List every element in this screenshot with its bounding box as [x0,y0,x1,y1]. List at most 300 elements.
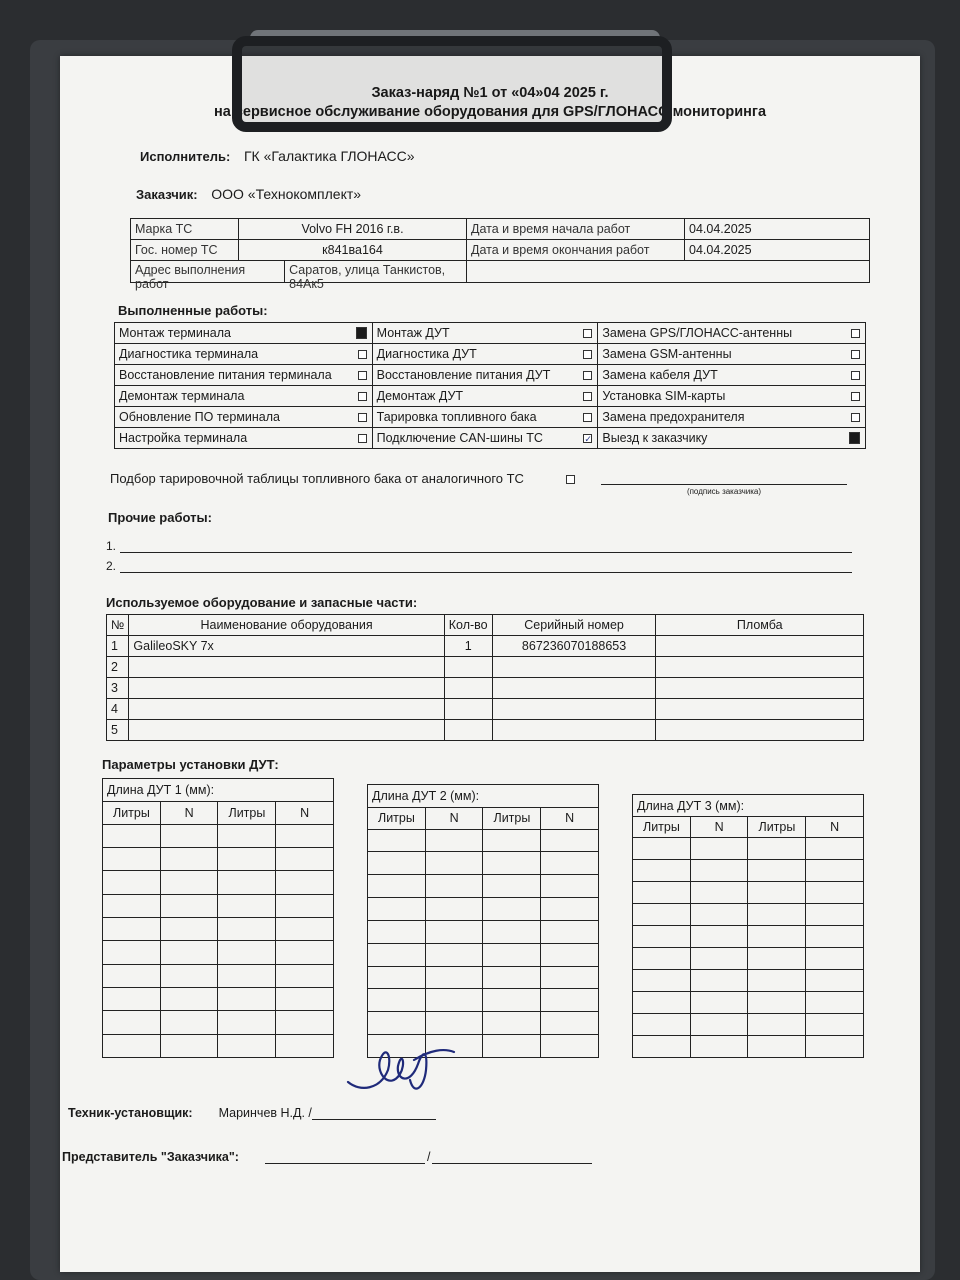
dut-cell[interactable] [276,964,334,987]
work-item-checkbox[interactable] [358,413,367,422]
other-work-underline-1 [120,552,852,553]
dut-row [103,894,334,917]
dut-cell[interactable] [633,904,691,926]
dut-cell[interactable] [690,948,748,970]
equipment-cell [444,678,492,699]
dut-column-header: N [276,802,334,824]
work-item-checkbox[interactable] [851,371,860,380]
dut-cell[interactable] [633,926,691,948]
dut-row [368,852,599,875]
works-row [115,365,866,386]
work-item-label: Восстановление питания терминала [119,368,332,382]
work-item [115,386,373,407]
work-item [598,386,866,407]
dut-cell[interactable] [748,882,806,904]
equipment-cell [656,678,864,699]
start-value: 04.04.2025 [685,219,870,240]
equipment-cell: 1 [107,636,129,657]
dut-row [633,948,864,970]
dut-cell[interactable] [806,970,864,992]
equipment-cell [656,720,864,741]
equipment-cell: 4 [107,699,129,720]
dut-cell[interactable] [483,966,541,989]
dut-cell[interactable] [690,926,748,948]
equipment-cell [129,720,444,741]
dut-cell[interactable] [368,989,426,1012]
works-row [115,344,866,365]
work-item-label: Выезд к заказчику [602,431,708,445]
dut-cell[interactable] [633,970,691,992]
work-item [598,344,866,365]
dut-row [368,898,599,921]
address-blank [467,261,870,283]
equipment-cell [492,699,656,720]
plate-value: к841ва164 [239,240,467,261]
equipment-header-cell: Кол-во [444,615,492,636]
dut-cell[interactable] [276,871,334,894]
dut-cell[interactable] [160,987,218,1010]
work-item-label: Демонтаж терминала [119,389,245,403]
dut-cell[interactable] [425,875,483,898]
equipment-row [107,720,864,741]
dut-cell[interactable] [690,838,748,860]
dut-cell[interactable] [276,824,334,847]
equipment-header-row [107,615,864,636]
work-item-checkbox[interactable] [358,434,367,443]
dut-cell[interactable] [103,964,161,987]
dut-row [103,824,334,847]
dut-cell[interactable] [218,964,276,987]
dut-cell[interactable] [541,875,599,898]
work-item-label: Диагностика терминала [119,347,259,361]
brand-value: Volvo FH 2016 г.в. [239,219,467,240]
dut-cell[interactable] [748,860,806,882]
work-item-checkbox[interactable] [356,327,367,339]
equipment-row [107,699,864,720]
dut-cell[interactable] [633,860,691,882]
dut-cell[interactable] [748,1036,806,1058]
work-item [372,344,598,365]
dut-cell[interactable] [218,824,276,847]
works-row [115,386,866,407]
work-item [372,323,598,344]
dut-cell[interactable] [806,1036,864,1058]
dut-column-header: Литры [633,817,691,838]
dut-cell[interactable] [425,920,483,943]
work-item-label: Тарировка топливного бака [376,410,537,424]
dut-cell[interactable] [483,989,541,1012]
dut-cell[interactable] [103,824,161,847]
dut-cell[interactable] [541,966,599,989]
equipment-cell [129,657,444,678]
dut-cell[interactable] [483,829,541,852]
equipment-title: Используемое оборудование и запасные части: [106,595,418,610]
dut-column-header: Литры [748,817,806,838]
work-item-label: Установка SIM-карты [602,389,726,403]
works-table [114,322,866,449]
dut-table-3 [632,794,864,1058]
dut-column-header: N [425,807,483,829]
customer-signature-caption: (подпись заказчика) [686,487,762,496]
work-item-checkbox[interactable] [358,392,367,401]
customer-label: Заказчик: [136,187,198,202]
equipment-row [107,657,864,678]
dut-cell[interactable] [425,989,483,1012]
title-line-1: Заказ-наряд №1 от «04»04 2025 г. [371,85,609,101]
dut-cell[interactable] [368,875,426,898]
work-item [115,365,373,386]
work-item-label: Обновление ПО терминала [119,410,280,424]
address-label: Адрес выполнения работ [131,261,285,282]
dut-cell[interactable] [368,852,426,875]
dut-cell[interactable] [160,871,218,894]
work-item [598,365,866,386]
address-cell [131,261,467,291]
equipment-cell [656,657,864,678]
dut-cell[interactable] [276,1011,334,1034]
dut-cell[interactable] [483,875,541,898]
dut-cell[interactable] [748,970,806,992]
dut-cell[interactable] [368,966,426,989]
other-work-number-2: 2. [106,559,117,573]
dut-cell[interactable] [103,871,161,894]
work-item [372,428,598,449]
dut-row [633,904,864,926]
work-item-checkbox[interactable] [851,413,860,422]
dut-cell[interactable] [748,926,806,948]
dut-cell[interactable] [425,829,483,852]
technician-row [68,1106,436,1120]
dut-cell[interactable] [276,917,334,940]
dut-table-title: Длина ДУТ 1 (мм): [103,779,334,802]
dut-cell[interactable] [368,898,426,921]
representative-row [62,1150,592,1164]
dut-cell[interactable] [425,943,483,966]
dut-cell[interactable] [748,948,806,970]
work-item-checkbox[interactable] [583,329,592,338]
dut-cell[interactable] [806,948,864,970]
dut-cell[interactable] [633,882,691,904]
dut-cell[interactable] [690,904,748,926]
dut-cell[interactable] [690,970,748,992]
work-item-label: Восстановление питания ДУТ [376,368,551,382]
dut-row [103,1034,334,1057]
work-item [372,407,598,428]
dut-cell[interactable] [368,829,426,852]
dut-cell[interactable] [806,904,864,926]
executor-row [140,148,874,164]
dut-column-header: Литры [218,802,276,824]
equipment-cell: 867236070188653 [492,636,656,657]
work-item-checkbox[interactable] [851,329,860,338]
dut-column-header: N [806,817,864,838]
work-item-label: Замена GSM-антенны [602,347,732,361]
work-item-checkbox[interactable] [583,392,592,401]
dut-row [103,871,334,894]
dut-cell[interactable] [483,852,541,875]
work-item [115,323,373,344]
dut-cell[interactable] [748,992,806,1014]
equipment-header-cell: Пломба [656,615,864,636]
dut-row [633,926,864,948]
dut-cell[interactable] [160,1034,218,1057]
work-item [115,407,373,428]
dut-cell[interactable] [368,943,426,966]
dut-cell[interactable] [103,987,161,1010]
dut-cell[interactable] [218,1034,276,1057]
works-row [115,428,866,449]
start-label: Дата и время начала работ [467,219,685,240]
end-value: 04.04.2025 [685,240,870,261]
dut-cell[interactable] [806,860,864,882]
dut-cell[interactable] [425,852,483,875]
dut-column-header-row [368,807,599,829]
work-item [598,323,866,344]
equipment-cell [656,636,864,657]
dut-cell[interactable] [160,824,218,847]
work-item-checkbox[interactable] [849,432,860,444]
dut-cell[interactable] [218,941,276,964]
dut-row [368,829,599,852]
dut-cell[interactable] [218,894,276,917]
work-item-checkbox[interactable] [583,350,592,359]
work-item-label: Монтаж терминала [119,326,231,340]
work-item-checkbox[interactable]: ✓ [584,434,592,444]
executor-label: Исполнитель: [140,149,231,164]
dut-cell[interactable] [218,987,276,1010]
dut-cell[interactable] [541,989,599,1012]
other-work-underline-2 [120,572,852,573]
dut-cell[interactable] [483,898,541,921]
equipment-cell [444,657,492,678]
dut-row [633,992,864,1014]
dut-row [368,989,599,1012]
dut-cell[interactable] [160,847,218,870]
representative-label: Представитель "Заказчика": [62,1150,239,1164]
dut-table-title-row [368,785,599,808]
dut-cell[interactable] [541,852,599,875]
dut-table-title-row [103,779,334,802]
dut-row [103,964,334,987]
dut-row [368,875,599,898]
equipment-cell [492,657,656,678]
dut-cell[interactable] [160,941,218,964]
dut-cell[interactable] [103,1011,161,1034]
work-item-label: Подключение CAN-шины ТС [376,431,543,445]
title-line-2: на сервисное обслуживание оборудования для GPS/ГЛОНАСС мониторинга [213,104,767,120]
dut-column-header: Литры [483,807,541,829]
equipment-cell: GalileoSKY 7x [129,636,444,657]
equipment-cell [492,720,656,741]
equipment-cell: 5 [107,720,129,741]
equipment-cell [129,699,444,720]
work-item [598,407,866,428]
dut-cell[interactable] [748,1014,806,1036]
dut-cell[interactable] [103,917,161,940]
dut-cell[interactable] [690,860,748,882]
dut-cell[interactable] [541,829,599,852]
work-item-checkbox[interactable] [358,371,367,380]
dut-cell[interactable] [160,1011,218,1034]
dut-cell[interactable] [633,1014,691,1036]
other-work-line-2 [106,559,852,573]
work-item [598,428,866,449]
dut-cell[interactable] [806,926,864,948]
dut-row [368,966,599,989]
dut-row [368,943,599,966]
dut-cell[interactable] [633,1036,691,1058]
work-item-label: Замена кабеля ДУТ [602,368,718,382]
dut-cell[interactable] [276,987,334,1010]
dut-cell[interactable] [425,898,483,921]
representative-signature-line [265,1150,425,1164]
executor-value: ГК «Галактика ГЛОНАСС» [243,148,415,164]
other-works-lines [106,539,852,573]
dut-cell[interactable] [218,847,276,870]
dut-cell[interactable] [806,1014,864,1036]
dut-cell[interactable] [218,1011,276,1034]
dut-cell[interactable] [368,920,426,943]
dut-column-header-row [633,817,864,838]
clipboard-clip [232,36,672,132]
work-item [372,365,598,386]
dut-column-header: Литры [103,802,161,824]
dut-cell[interactable] [103,894,161,917]
dut-cell[interactable] [748,904,806,926]
works-row [115,323,866,344]
dut-cell[interactable] [276,894,334,917]
work-item-checkbox[interactable] [851,392,860,401]
dut-cell[interactable] [541,898,599,921]
dut-row [633,882,864,904]
work-item-checkbox[interactable] [583,413,592,422]
dut-row [633,1036,864,1058]
dut-row [103,917,334,940]
equipment-cell [656,699,864,720]
dut-cell[interactable] [276,847,334,870]
vehicle-row-plate [131,240,870,261]
dut-cell[interactable] [160,894,218,917]
dut-cell[interactable] [690,882,748,904]
dut-cell[interactable] [483,920,541,943]
dut-cell[interactable] [160,964,218,987]
technician-signature [340,1030,460,1100]
dut-cell[interactable] [690,992,748,1014]
work-item [115,344,373,365]
work-item-label: Настройка терминала [119,431,248,445]
vehicle-table [130,218,870,291]
equipment-cell [444,720,492,741]
equipment-cell: 2 [107,657,129,678]
dut-cell[interactable] [103,1034,161,1057]
dut-cell[interactable] [483,943,541,966]
dut-cell[interactable] [748,838,806,860]
dut-cell[interactable] [633,992,691,1014]
address-value: Саратов, улица Танкистов, 84Ак5 [289,263,446,291]
dut-cell[interactable] [541,920,599,943]
representative-name-line [432,1150,592,1164]
dut-table-title: Длина ДУТ 2 (мм): [368,785,599,808]
dut-row [633,970,864,992]
work-item-label: Диагностика ДУТ [376,347,477,361]
dut-cell[interactable] [806,838,864,860]
equipment-row [107,636,864,657]
works-title: Выполненные работы: [118,303,268,318]
dut-row [368,920,599,943]
vehicle-row-address [131,261,870,283]
dut-cell[interactable] [541,1035,599,1058]
dut-cell[interactable] [690,1036,748,1058]
customer-row [136,186,874,202]
tariff-selection-checkbox[interactable] [566,475,575,484]
dut-row [103,987,334,1010]
dut-cell[interactable] [276,1034,334,1057]
dut-row [633,860,864,882]
work-item-checkbox[interactable] [583,371,592,380]
tariff-selection-row [110,471,874,496]
dut-table-2 [367,784,599,1058]
work-item-checkbox[interactable] [358,350,367,359]
dut-row [103,1011,334,1034]
dut-cell[interactable] [806,882,864,904]
dut-cell[interactable] [483,1035,541,1058]
equipment-cell: 3 [107,678,129,699]
dut-table-title: Длина ДУТ 3 (мм): [633,795,864,817]
dut-column-header: N [690,817,748,838]
dut-cell[interactable] [425,966,483,989]
dut-cell[interactable] [541,1012,599,1035]
equipment-row [107,678,864,699]
dut-column-header: N [160,802,218,824]
equipment-header-cell: Серийный номер [492,615,656,636]
dut-cell[interactable] [633,838,691,860]
dut-cell[interactable] [103,847,161,870]
dut-row [103,847,334,870]
customer-value: ООО «Технокомплект» [211,186,362,202]
dut-cell[interactable] [276,941,334,964]
dut-cell[interactable] [218,871,276,894]
work-item-label: Замена GPS/ГЛОНАСС-антенны [602,326,793,340]
dut-cell[interactable] [541,943,599,966]
equipment-table [106,614,864,741]
dut-row [633,1014,864,1036]
representative-separator: / [426,1150,431,1164]
brand-label: Марка ТС [131,219,239,240]
dut-table-1 [102,778,334,1058]
dut-cell[interactable] [806,992,864,1014]
equipment-cell [129,678,444,699]
dut-cell[interactable] [160,917,218,940]
work-order-sheet [60,56,920,1272]
dut-cell[interactable] [103,941,161,964]
dut-column-header: Литры [368,807,426,829]
dut-cell[interactable] [218,917,276,940]
technician-value: Маринчев Н.Д. / [218,1106,312,1120]
work-item-label: Замена предохранителя [602,410,745,424]
dut-table-title-row [633,795,864,817]
dut-title: Параметры установки ДУТ: [102,757,279,772]
dut-cell[interactable] [483,1012,541,1035]
dut-cell[interactable] [690,1014,748,1036]
dut-cell[interactable] [633,948,691,970]
dut-row [633,838,864,860]
work-item-label: Монтаж ДУТ [376,326,450,340]
work-item-label: Демонтаж ДУТ [376,389,464,403]
customer-signature-line [601,479,847,485]
dut-column-header-row [103,802,334,824]
work-item-checkbox[interactable] [851,350,860,359]
technician-signature-line [312,1106,436,1120]
